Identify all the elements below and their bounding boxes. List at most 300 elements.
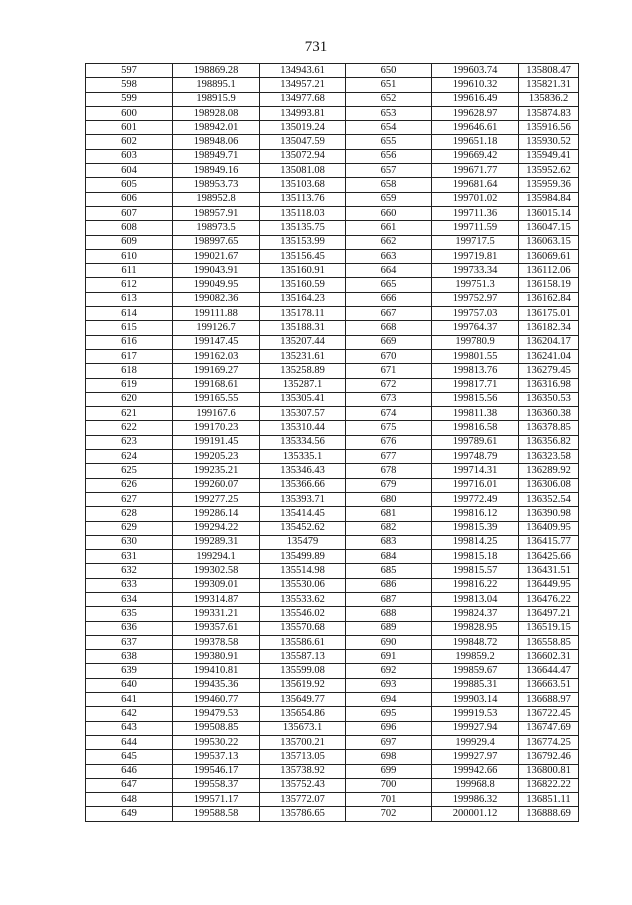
cell-left-point-number: 617 — [86, 349, 173, 363]
cell-left-y: 135160.59 — [260, 278, 346, 292]
cell-right-x: 199711.59 — [432, 221, 519, 235]
cell-left-x: 199165.55 — [173, 392, 260, 406]
cell-right-y: 136316.98 — [519, 378, 579, 392]
cell-left-y: 135599.08 — [260, 664, 346, 678]
cell-left-x: 199294.22 — [173, 521, 260, 535]
cell-left-point-number: 648 — [86, 793, 173, 807]
coordinates-table — [85, 63, 579, 822]
cell-left-x: 199558.37 — [173, 778, 260, 792]
cell-left-x: 199460.77 — [173, 693, 260, 707]
cell-right-x: 199813.76 — [432, 364, 519, 378]
table-row — [86, 735, 579, 749]
table-row — [86, 764, 579, 778]
cell-right-point-number: 654 — [346, 121, 432, 135]
cell-left-y: 135118.03 — [260, 206, 346, 220]
cell-right-y: 136063.15 — [519, 235, 579, 249]
cell-right-point-number: 658 — [346, 178, 432, 192]
cell-right-y: 136350.53 — [519, 392, 579, 406]
cell-left-y: 135786.65 — [260, 807, 346, 821]
page-number: 731 — [304, 39, 328, 55]
cell-left-point-number: 619 — [86, 378, 173, 392]
cell-right-y: 136415.77 — [519, 535, 579, 549]
cell-right-y: 136352.54 — [519, 492, 579, 506]
cell-left-point-number: 609 — [86, 235, 173, 249]
cell-right-y: 136449.95 — [519, 578, 579, 592]
cell-right-x: 199814.25 — [432, 535, 519, 549]
cell-left-y: 135307.57 — [260, 407, 346, 421]
cell-right-point-number: 662 — [346, 235, 432, 249]
cell-right-x: 199929.4 — [432, 735, 519, 749]
cell-right-y: 136279.45 — [519, 364, 579, 378]
cell-right-point-number: 669 — [346, 335, 432, 349]
cell-left-x: 199588.58 — [173, 807, 260, 821]
table-row — [86, 92, 579, 106]
cell-left-x: 199111.88 — [173, 307, 260, 321]
table-row — [86, 450, 579, 464]
cell-right-point-number: 655 — [346, 135, 432, 149]
cell-right-x: 199751.3 — [432, 278, 519, 292]
table-row — [86, 507, 579, 521]
cell-right-point-number: 666 — [346, 292, 432, 306]
cell-left-y: 135178.11 — [260, 307, 346, 321]
table-row — [86, 621, 579, 635]
cell-right-point-number: 699 — [346, 764, 432, 778]
cell-left-point-number: 626 — [86, 478, 173, 492]
cell-right-x: 199603.74 — [432, 64, 519, 78]
cell-right-point-number: 661 — [346, 221, 432, 235]
cell-left-y: 135047.59 — [260, 135, 346, 149]
cell-left-point-number: 623 — [86, 435, 173, 449]
cell-left-y: 135570.68 — [260, 621, 346, 635]
table-row — [86, 392, 579, 406]
cell-left-point-number: 610 — [86, 249, 173, 263]
cell-left-y: 135346.43 — [260, 464, 346, 478]
cell-right-x: 199789.61 — [432, 435, 519, 449]
cell-right-y: 135984.84 — [519, 192, 579, 206]
table-row — [86, 664, 579, 678]
cell-right-point-number: 680 — [346, 492, 432, 506]
cell-right-point-number: 689 — [346, 621, 432, 635]
cell-right-y: 135808.47 — [519, 64, 579, 78]
cell-right-y: 136112.06 — [519, 264, 579, 278]
cell-left-x: 199294.1 — [173, 550, 260, 564]
table-row — [86, 349, 579, 363]
cell-right-y: 135949.41 — [519, 149, 579, 163]
cell-left-point-number: 627 — [86, 492, 173, 506]
table-row — [86, 550, 579, 564]
cell-left-y: 134957.21 — [260, 78, 346, 92]
cell-left-x: 198953.73 — [173, 178, 260, 192]
table-row — [86, 178, 579, 192]
cell-left-point-number: 635 — [86, 607, 173, 621]
cell-left-point-number: 597 — [86, 64, 173, 78]
cell-left-point-number: 636 — [86, 621, 173, 635]
cell-right-y: 136688.97 — [519, 693, 579, 707]
cell-left-point-number: 607 — [86, 206, 173, 220]
cell-right-y: 136851.11 — [519, 793, 579, 807]
cell-right-y: 136497.21 — [519, 607, 579, 621]
cell-right-point-number: 701 — [346, 793, 432, 807]
cell-left-point-number: 640 — [86, 678, 173, 692]
cell-right-x: 199942.66 — [432, 764, 519, 778]
cell-left-point-number: 599 — [86, 92, 173, 106]
cell-right-x: 199628.97 — [432, 106, 519, 120]
cell-left-x: 199021.67 — [173, 249, 260, 263]
cell-left-y: 135334.56 — [260, 435, 346, 449]
cell-left-x: 199126.7 — [173, 321, 260, 335]
cell-right-x: 199719.81 — [432, 249, 519, 263]
cell-right-x: 199816.58 — [432, 421, 519, 435]
cell-right-x: 199859.2 — [432, 650, 519, 664]
cell-right-x: 199646.61 — [432, 121, 519, 135]
table-row — [86, 321, 579, 335]
table-row — [86, 264, 579, 278]
cell-right-y: 136602.31 — [519, 650, 579, 664]
cell-right-point-number: 667 — [346, 307, 432, 321]
table-row — [86, 435, 579, 449]
cell-right-point-number: 679 — [346, 478, 432, 492]
table-row — [86, 307, 579, 321]
cell-right-point-number: 698 — [346, 750, 432, 764]
cell-right-x: 199714.31 — [432, 464, 519, 478]
cell-left-x: 199435.36 — [173, 678, 260, 692]
cell-left-x: 199314.87 — [173, 592, 260, 606]
cell-right-x: 199717.5 — [432, 235, 519, 249]
cell-left-x: 199170.23 — [173, 421, 260, 435]
cell-left-point-number: 631 — [86, 550, 173, 564]
cell-left-point-number: 624 — [86, 450, 173, 464]
cell-right-point-number: 663 — [346, 249, 432, 263]
cell-left-y: 135393.71 — [260, 492, 346, 506]
cell-left-y: 135153.99 — [260, 235, 346, 249]
cell-left-point-number: 628 — [86, 507, 173, 521]
cell-right-y: 136241.04 — [519, 349, 579, 363]
cell-right-x: 199986.32 — [432, 793, 519, 807]
cell-left-x: 198973.5 — [173, 221, 260, 235]
cell-right-y: 136888.69 — [519, 807, 579, 821]
cell-right-point-number: 673 — [346, 392, 432, 406]
cell-right-point-number: 682 — [346, 521, 432, 535]
cell-left-point-number: 644 — [86, 735, 173, 749]
cell-left-point-number: 620 — [86, 392, 173, 406]
table-row — [86, 335, 579, 349]
table-row — [86, 149, 579, 163]
cell-left-y: 135700.21 — [260, 735, 346, 749]
cell-left-y: 135188.31 — [260, 321, 346, 335]
cell-left-point-number: 649 — [86, 807, 173, 821]
cell-left-y: 135072.94 — [260, 149, 346, 163]
table-row — [86, 492, 579, 506]
table-row — [86, 635, 579, 649]
cell-left-x: 199162.03 — [173, 349, 260, 363]
cell-left-y: 135772.07 — [260, 793, 346, 807]
cell-right-y: 135821.31 — [519, 78, 579, 92]
cell-right-x: 199748.79 — [432, 450, 519, 464]
table-row — [86, 678, 579, 692]
cell-left-x: 199410.81 — [173, 664, 260, 678]
cell-left-x: 198997.65 — [173, 235, 260, 249]
cell-right-x: 199919.53 — [432, 707, 519, 721]
cell-left-x: 198952.8 — [173, 192, 260, 206]
cell-right-y: 136722.45 — [519, 707, 579, 721]
cell-left-x: 199260.07 — [173, 478, 260, 492]
cell-right-x: 199780.9 — [432, 335, 519, 349]
cell-right-y: 136069.61 — [519, 249, 579, 263]
cell-right-x: 199801.55 — [432, 349, 519, 363]
table-row — [86, 750, 579, 764]
cell-right-point-number: 670 — [346, 349, 432, 363]
cell-right-y: 136822.22 — [519, 778, 579, 792]
cell-right-point-number: 676 — [346, 435, 432, 449]
coordinates-table-body — [86, 64, 579, 822]
cell-right-y: 136747.69 — [519, 721, 579, 735]
cell-left-point-number: 639 — [86, 664, 173, 678]
cell-right-x: 199813.04 — [432, 592, 519, 606]
cell-right-x: 199815.57 — [432, 564, 519, 578]
cell-left-point-number: 618 — [86, 364, 173, 378]
cell-right-point-number: 675 — [346, 421, 432, 435]
cell-left-x: 199277.25 — [173, 492, 260, 506]
cell-left-y: 135231.61 — [260, 349, 346, 363]
cell-right-point-number: 688 — [346, 607, 432, 621]
cell-right-x: 199716.01 — [432, 478, 519, 492]
cell-left-y: 135113.76 — [260, 192, 346, 206]
cell-left-x: 198949.71 — [173, 149, 260, 163]
table-row — [86, 164, 579, 178]
cell-right-x: 199772.49 — [432, 492, 519, 506]
cell-left-point-number: 612 — [86, 278, 173, 292]
cell-right-y: 136158.19 — [519, 278, 579, 292]
cell-right-point-number: 681 — [346, 507, 432, 521]
table-row — [86, 192, 579, 206]
cell-left-y: 135103.68 — [260, 178, 346, 192]
table-row — [86, 707, 579, 721]
table-row — [86, 578, 579, 592]
table-row — [86, 135, 579, 149]
table-row — [86, 478, 579, 492]
cell-left-point-number: 630 — [86, 535, 173, 549]
cell-right-x: 199968.8 — [432, 778, 519, 792]
table-row — [86, 121, 579, 135]
cell-right-y: 136476.22 — [519, 592, 579, 606]
cell-left-y: 135654.86 — [260, 707, 346, 721]
cell-right-x: 199610.32 — [432, 78, 519, 92]
cell-left-point-number: 608 — [86, 221, 173, 235]
cell-right-x: 199711.36 — [432, 206, 519, 220]
cell-right-y: 135836.2 — [519, 92, 579, 106]
cell-left-point-number: 647 — [86, 778, 173, 792]
cell-right-x: 199815.39 — [432, 521, 519, 535]
cell-left-y: 135156.45 — [260, 249, 346, 263]
cell-left-point-number: 605 — [86, 178, 173, 192]
table-row — [86, 535, 579, 549]
cell-left-x: 199205.23 — [173, 450, 260, 464]
table-row — [86, 592, 579, 606]
cell-right-point-number: 693 — [346, 678, 432, 692]
table-row — [86, 364, 579, 378]
cell-left-y: 134977.68 — [260, 92, 346, 106]
cell-left-point-number: 629 — [86, 521, 173, 535]
cell-right-y: 135959.36 — [519, 178, 579, 192]
table-row — [86, 64, 579, 78]
cell-right-x: 199927.97 — [432, 750, 519, 764]
cell-left-x: 199289.31 — [173, 535, 260, 549]
cell-right-point-number: 653 — [346, 106, 432, 120]
cell-left-x: 199357.61 — [173, 621, 260, 635]
cell-right-y: 136378.85 — [519, 421, 579, 435]
cell-left-x: 198957.91 — [173, 206, 260, 220]
table-row — [86, 564, 579, 578]
cell-right-x: 199752.97 — [432, 292, 519, 306]
cell-right-point-number: 678 — [346, 464, 432, 478]
cell-left-y: 135452.62 — [260, 521, 346, 535]
cell-left-point-number: 643 — [86, 721, 173, 735]
cell-left-point-number: 616 — [86, 335, 173, 349]
cell-left-y: 135752.43 — [260, 778, 346, 792]
cell-left-y: 135479 — [260, 535, 346, 549]
table-row — [86, 378, 579, 392]
cell-left-x: 199168.61 — [173, 378, 260, 392]
cell-left-x: 199169.27 — [173, 364, 260, 378]
cell-left-y: 135335.1 — [260, 450, 346, 464]
cell-left-point-number: 613 — [86, 292, 173, 306]
cell-right-x: 200001.12 — [432, 807, 519, 821]
cell-left-x: 198949.16 — [173, 164, 260, 178]
cell-right-point-number: 651 — [346, 78, 432, 92]
cell-right-x: 199848.72 — [432, 635, 519, 649]
cell-right-point-number: 695 — [346, 707, 432, 721]
table-row — [86, 521, 579, 535]
cell-left-y: 135673.1 — [260, 721, 346, 735]
cell-right-x: 199681.64 — [432, 178, 519, 192]
cell-right-point-number: 694 — [346, 693, 432, 707]
cell-left-y: 135310.44 — [260, 421, 346, 435]
cell-right-y: 136774.25 — [519, 735, 579, 749]
cell-right-y: 136663.51 — [519, 678, 579, 692]
cell-left-y: 135019.24 — [260, 121, 346, 135]
table-row — [86, 78, 579, 92]
cell-right-point-number: 690 — [346, 635, 432, 649]
cell-right-point-number: 665 — [346, 278, 432, 292]
cell-left-point-number: 634 — [86, 592, 173, 606]
cell-left-y: 135164.23 — [260, 292, 346, 306]
cell-right-point-number: 684 — [346, 550, 432, 564]
cell-left-point-number: 603 — [86, 149, 173, 163]
cell-right-x: 199651.18 — [432, 135, 519, 149]
table-row — [86, 607, 579, 621]
cell-left-point-number: 646 — [86, 764, 173, 778]
cell-right-x: 199817.71 — [432, 378, 519, 392]
cell-right-x: 199764.37 — [432, 321, 519, 335]
cell-right-point-number: 664 — [346, 264, 432, 278]
cell-left-x: 199082.36 — [173, 292, 260, 306]
cell-left-y: 135414.45 — [260, 507, 346, 521]
cell-right-x: 199859.67 — [432, 664, 519, 678]
cell-right-point-number: 672 — [346, 378, 432, 392]
cell-left-y: 135305.41 — [260, 392, 346, 406]
cell-left-x: 199378.58 — [173, 635, 260, 649]
cell-right-x: 199671.77 — [432, 164, 519, 178]
cell-left-x: 199167.6 — [173, 407, 260, 421]
cell-right-x: 199616.49 — [432, 92, 519, 106]
table-row — [86, 693, 579, 707]
cell-left-x: 199546.17 — [173, 764, 260, 778]
cell-right-point-number: 659 — [346, 192, 432, 206]
table-row — [86, 221, 579, 235]
table-row — [86, 793, 579, 807]
cell-left-y: 135530.06 — [260, 578, 346, 592]
table-row — [86, 278, 579, 292]
table-row — [86, 421, 579, 435]
cell-right-point-number: 691 — [346, 650, 432, 664]
cell-right-point-number: 697 — [346, 735, 432, 749]
cell-right-y: 136306.08 — [519, 478, 579, 492]
cell-left-point-number: 637 — [86, 635, 173, 649]
cell-right-point-number: 671 — [346, 364, 432, 378]
cell-left-x: 199530.22 — [173, 735, 260, 749]
cell-left-x: 198942.01 — [173, 121, 260, 135]
cell-left-x: 199302.58 — [173, 564, 260, 578]
table-row — [86, 206, 579, 220]
cell-left-y: 135135.75 — [260, 221, 346, 235]
cell-right-x: 199811.38 — [432, 407, 519, 421]
cell-left-y: 135586.61 — [260, 635, 346, 649]
cell-right-point-number: 650 — [346, 64, 432, 78]
cell-left-point-number: 604 — [86, 164, 173, 178]
cell-left-point-number: 598 — [86, 78, 173, 92]
cell-right-y: 136360.38 — [519, 407, 579, 421]
cell-right-y: 135874.83 — [519, 106, 579, 120]
cell-right-x: 199733.34 — [432, 264, 519, 278]
cell-right-point-number: 700 — [346, 778, 432, 792]
cell-left-y: 135258.89 — [260, 364, 346, 378]
table-row — [86, 235, 579, 249]
cell-left-y: 135649.77 — [260, 693, 346, 707]
cell-right-y: 136175.01 — [519, 307, 579, 321]
cell-left-y: 135499.89 — [260, 550, 346, 564]
cell-left-point-number: 600 — [86, 106, 173, 120]
cell-right-y: 135930.52 — [519, 135, 579, 149]
cell-right-x: 199757.03 — [432, 307, 519, 321]
cell-right-y: 136323.58 — [519, 450, 579, 464]
cell-left-y: 135081.08 — [260, 164, 346, 178]
cell-right-point-number: 674 — [346, 407, 432, 421]
cell-right-y: 136390.98 — [519, 507, 579, 521]
cell-right-point-number: 685 — [346, 564, 432, 578]
cell-right-y: 136425.66 — [519, 550, 579, 564]
cell-right-y: 136519.15 — [519, 621, 579, 635]
cell-right-x: 199815.56 — [432, 392, 519, 406]
cell-left-point-number: 614 — [86, 307, 173, 321]
cell-right-y: 136431.51 — [519, 564, 579, 578]
cell-left-point-number: 606 — [86, 192, 173, 206]
cell-left-x: 199049.95 — [173, 278, 260, 292]
cell-right-y: 136792.46 — [519, 750, 579, 764]
cell-left-x: 198928.08 — [173, 106, 260, 120]
cell-right-point-number: 652 — [346, 92, 432, 106]
cell-right-x: 199816.12 — [432, 507, 519, 521]
cell-right-point-number: 657 — [346, 164, 432, 178]
cell-left-y: 135619.92 — [260, 678, 346, 692]
cell-right-point-number: 660 — [346, 206, 432, 220]
cell-left-x: 199571.17 — [173, 793, 260, 807]
cell-left-x: 198895.1 — [173, 78, 260, 92]
cell-left-y: 135587.13 — [260, 650, 346, 664]
cell-right-point-number: 687 — [346, 592, 432, 606]
cell-right-x: 199828.95 — [432, 621, 519, 635]
cell-left-point-number: 633 — [86, 578, 173, 592]
cell-left-x: 199331.21 — [173, 607, 260, 621]
